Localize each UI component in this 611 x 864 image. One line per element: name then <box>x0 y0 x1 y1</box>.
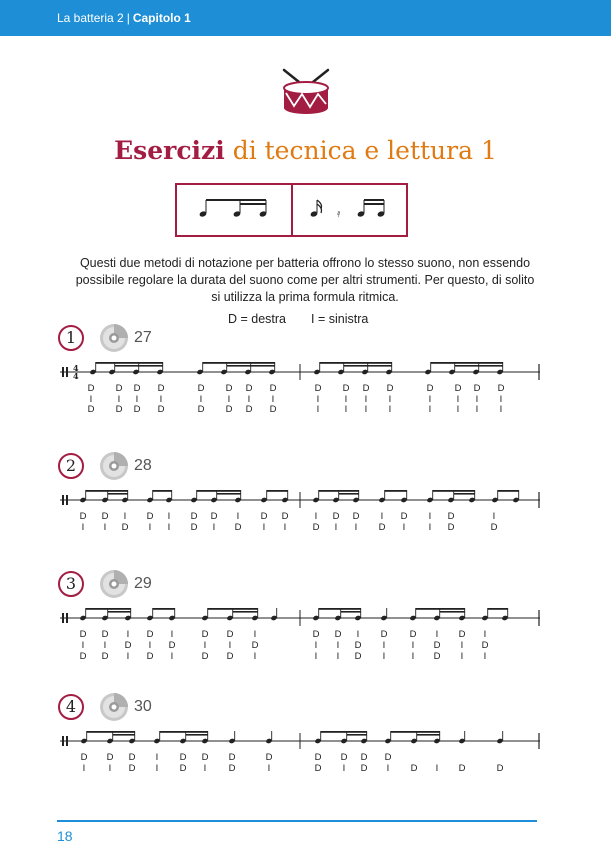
sticking-letter: I <box>81 640 85 651</box>
exercise-number: 3 <box>58 571 84 597</box>
sticking-letter: I <box>159 394 163 405</box>
sticking-letter: I <box>155 763 159 774</box>
sticking-letter: D <box>101 511 109 522</box>
sticking-letter: D <box>225 383 233 394</box>
sticking-letter: I <box>82 763 86 774</box>
sticking-letter: I <box>123 511 127 522</box>
sticking-letter: I <box>212 522 216 533</box>
track-number: 29 <box>134 575 152 592</box>
sticking-letter: D <box>378 522 386 533</box>
sticking-letter: D <box>496 763 504 774</box>
sticking-letter: I <box>271 394 275 405</box>
cd-icon <box>99 451 129 481</box>
sticking-letter: D <box>447 522 455 533</box>
sticking-letter: I <box>103 522 107 533</box>
sticking-letter: I <box>364 394 368 405</box>
sticking-letter: D <box>454 383 462 394</box>
sticking-letter: I <box>364 404 368 415</box>
sticking-letter: D <box>352 511 360 522</box>
intro-paragraph <box>70 255 540 306</box>
sticking-letter: D <box>201 752 209 763</box>
sticking-letter: D <box>281 511 289 522</box>
sticking-letter: D <box>146 511 154 522</box>
sticking-letter: D <box>87 383 95 394</box>
sticking-letter: I <box>460 640 464 651</box>
sticking-letter: I <box>428 394 432 405</box>
running-header <box>57 11 191 25</box>
sticking-letter: D <box>354 651 362 662</box>
sticking-letter: I <box>203 640 207 651</box>
sticking-letter: D <box>458 629 466 640</box>
sticking-letter: D <box>179 752 187 763</box>
sticking-letter: D <box>79 629 87 640</box>
sticking-letter: D <box>334 629 342 640</box>
sticking-letter: D <box>433 640 441 651</box>
sticking-letter: D <box>342 383 350 394</box>
sticking-letter: D <box>340 752 348 763</box>
sticking-letter: I <box>344 394 348 405</box>
staff-2 <box>60 490 540 510</box>
sticking-letter: I <box>170 629 174 640</box>
sticking-letter: I <box>411 651 415 662</box>
staff-4 <box>60 731 540 751</box>
sticking-letter: I <box>411 640 415 651</box>
sticking-letter: I <box>388 394 392 405</box>
svg-text:𝄿: 𝄿 <box>337 207 341 220</box>
sticking-letter: D <box>360 763 368 774</box>
sticking-letter: D <box>197 404 205 415</box>
sticking-letter: I <box>334 522 338 533</box>
sticking-letter: I <box>336 640 340 651</box>
sticking-letter: D <box>190 522 198 533</box>
notation-comparison-box <box>175 183 408 237</box>
sticking-letter: D <box>314 383 322 394</box>
sticking-letter: I <box>428 404 432 415</box>
chapter-title: Capitolo 1 <box>132 11 191 25</box>
sticking-letter: D <box>226 629 234 640</box>
sticking-letter: D <box>157 383 165 394</box>
sticking-letter: I <box>155 752 159 763</box>
sticking-letter: D <box>133 404 141 415</box>
sticking-letter: D <box>190 511 198 522</box>
sticking-letter: D <box>201 629 209 640</box>
track-number: 30 <box>134 698 152 715</box>
track-number: 28 <box>134 457 152 474</box>
sticking-letter: I <box>475 404 479 415</box>
sticking-letter: I <box>126 629 130 640</box>
sticking-letter: D <box>314 763 322 774</box>
title-part-2: di tecnica e lettura 1 <box>232 136 497 165</box>
sticking-letter: I <box>283 522 287 533</box>
sticking-letter: D <box>121 522 129 533</box>
sticking-letter: D <box>251 640 259 651</box>
sticking-letter: I <box>492 511 496 522</box>
sticking-letter: D <box>128 752 136 763</box>
sticking-letter: D <box>245 404 253 415</box>
sticking-letter: I <box>316 394 320 405</box>
sticking-letter: I <box>336 651 340 662</box>
sticking-letter: I <box>344 404 348 415</box>
sticking-letter: D <box>157 404 165 415</box>
sticking-letter: D <box>228 752 236 763</box>
sticking-letter: I <box>316 404 320 415</box>
staff-1 <box>60 362 540 382</box>
sticking-letter: I <box>148 640 152 651</box>
sticking-letter: I <box>103 640 107 651</box>
sticking-letter: I <box>314 640 318 651</box>
notation-sixteenth-rest <box>310 199 385 220</box>
sticking-letter: I <box>386 763 390 774</box>
sticking-letter: D <box>87 404 95 415</box>
sticking-letter: D <box>80 752 88 763</box>
sticking-letter: D <box>115 404 123 415</box>
sticking-letter: I <box>380 511 384 522</box>
sticking-letter: I <box>117 394 121 405</box>
sticking-letter: I <box>126 651 130 662</box>
sticking-letter: I <box>388 404 392 415</box>
sticking-letter: D <box>497 383 505 394</box>
sticking-letter: I <box>428 522 432 533</box>
sticking-letter: D <box>314 752 322 763</box>
staff-3 <box>60 608 540 628</box>
sticking-letter: I <box>203 763 207 774</box>
sticking-letter: D <box>473 383 481 394</box>
header-bar <box>0 0 611 36</box>
track-number: 27 <box>134 329 152 346</box>
cd-icon <box>99 569 129 599</box>
sticking-letter: D <box>179 763 187 774</box>
sticking-letter: I <box>456 404 460 415</box>
svg-text:4: 4 <box>73 363 79 373</box>
book-title: La batteria 2 <box>57 11 124 25</box>
sticking-letter: I <box>148 522 152 533</box>
sticking-letter: I <box>342 763 346 774</box>
sticking-letter: D <box>384 752 392 763</box>
sticking-letter: I <box>483 629 487 640</box>
cd-icon <box>99 692 129 722</box>
sticking-letter: I <box>262 522 266 533</box>
sticking-letter: I <box>354 522 358 533</box>
exercise-number: 2 <box>58 453 84 479</box>
sticking-letter: I <box>167 522 171 533</box>
sticking-letter: I <box>267 763 271 774</box>
sticking-letter: D <box>490 522 498 533</box>
sticking-letter: I <box>228 640 232 651</box>
sticking-letter: I <box>382 651 386 662</box>
page-number: 18 <box>57 828 73 844</box>
sticking-letter: D <box>312 522 320 533</box>
sticking-letter: D <box>128 763 136 774</box>
sticking-letter: D <box>225 404 233 415</box>
sticking-letter: D <box>447 511 455 522</box>
sticking-letter: D <box>79 511 87 522</box>
sticking-letter: D <box>226 651 234 662</box>
legend-right: D = destra <box>228 312 287 326</box>
sticking-letter: D <box>79 651 87 662</box>
intro-line: si utilizza la prima formula ritmica. <box>211 290 399 304</box>
sticking-letter: D <box>146 629 154 640</box>
notation-eighth-sixteenths <box>199 199 267 218</box>
svg-text:4: 4 <box>73 371 79 381</box>
sticking-letter: I <box>435 763 439 774</box>
sticking-letter: I <box>199 394 203 405</box>
intro-line: Questi due metodi di notazione per batteria offrono lo stesso suono, non essendo <box>79 256 531 270</box>
sticking-letter: D <box>332 511 340 522</box>
sticking-letter: I <box>247 394 251 405</box>
sticking-letter: D <box>354 640 362 651</box>
sticking-letter: D <box>115 383 123 394</box>
sticking-letter: D <box>433 651 441 662</box>
sticking-letter: I <box>227 394 231 405</box>
sticking-letter: D <box>360 752 368 763</box>
sticking-letter: I <box>402 522 406 533</box>
legend-left: I = sinistra <box>311 312 369 326</box>
intro-line: possibile regolare la durata del suono come per altri strumenti. Per questo, di solito <box>75 273 535 287</box>
sticking-letter: D <box>133 383 141 394</box>
cd-icon <box>99 323 129 353</box>
sticking-letter: I <box>456 394 460 405</box>
sticking-letter: I <box>499 394 503 405</box>
footer-rule <box>57 820 537 822</box>
sticking-letter: D <box>146 651 154 662</box>
sticking-letter: I <box>475 394 479 405</box>
sticking-letter: D <box>409 629 417 640</box>
sticking-letter: D <box>380 629 388 640</box>
sticking-letter: D <box>269 404 277 415</box>
sticking-letter: D <box>168 640 176 651</box>
sticking-letter: D <box>426 383 434 394</box>
sticking-letter: I <box>483 651 487 662</box>
sticking-letter: D <box>386 383 394 394</box>
exercise-number: 4 <box>58 694 84 720</box>
sticking-letter: D <box>201 651 209 662</box>
sticking-letter: D <box>101 651 109 662</box>
sticking-letter: D <box>260 511 268 522</box>
sticking-letter: D <box>101 629 109 640</box>
sticking-letter: I <box>170 651 174 662</box>
sticking-letter: I <box>314 651 318 662</box>
sticking-letter: I <box>135 394 139 405</box>
sticking-letter: I <box>460 651 464 662</box>
sticking-letter: D <box>410 763 418 774</box>
title-part-1: Esercizi <box>114 136 225 165</box>
sticking-letter: D <box>210 511 218 522</box>
sticking-letter: I <box>89 394 93 405</box>
sticking-letter: D <box>124 640 132 651</box>
sticking-letter: D <box>265 752 273 763</box>
sticking-letter: D <box>481 640 489 651</box>
notation-examples <box>177 185 406 235</box>
sticking-letter: D <box>234 522 242 533</box>
snare-drum-icon <box>278 66 334 118</box>
sticking-letter: I <box>167 511 171 522</box>
sticking-letter: D <box>458 763 466 774</box>
sticking-letter: D <box>106 752 114 763</box>
sticking-letter: I <box>81 522 85 533</box>
header-separator: | <box>126 11 130 25</box>
sticking-letter: D <box>312 629 320 640</box>
sticking-letter: I <box>253 651 257 662</box>
sticking-letter: I <box>428 511 432 522</box>
sticking-letter: I <box>236 511 240 522</box>
sticking-letter: I <box>382 640 386 651</box>
sticking-letter: I <box>253 629 257 640</box>
sticking-letter: I <box>499 404 503 415</box>
sticking-letter: D <box>197 383 205 394</box>
sticking-letter: I <box>108 763 112 774</box>
sticking-letter: D <box>400 511 408 522</box>
sticking-letter: I <box>356 629 360 640</box>
sticking-letter: D <box>269 383 277 394</box>
sticking-letter: D <box>228 763 236 774</box>
page-title <box>0 136 611 165</box>
exercise-number: 1 <box>58 325 84 351</box>
sticking-letter: I <box>314 511 318 522</box>
sticking-letter: D <box>245 383 253 394</box>
sticking-letter: D <box>362 383 370 394</box>
sticking-letter: I <box>435 629 439 640</box>
